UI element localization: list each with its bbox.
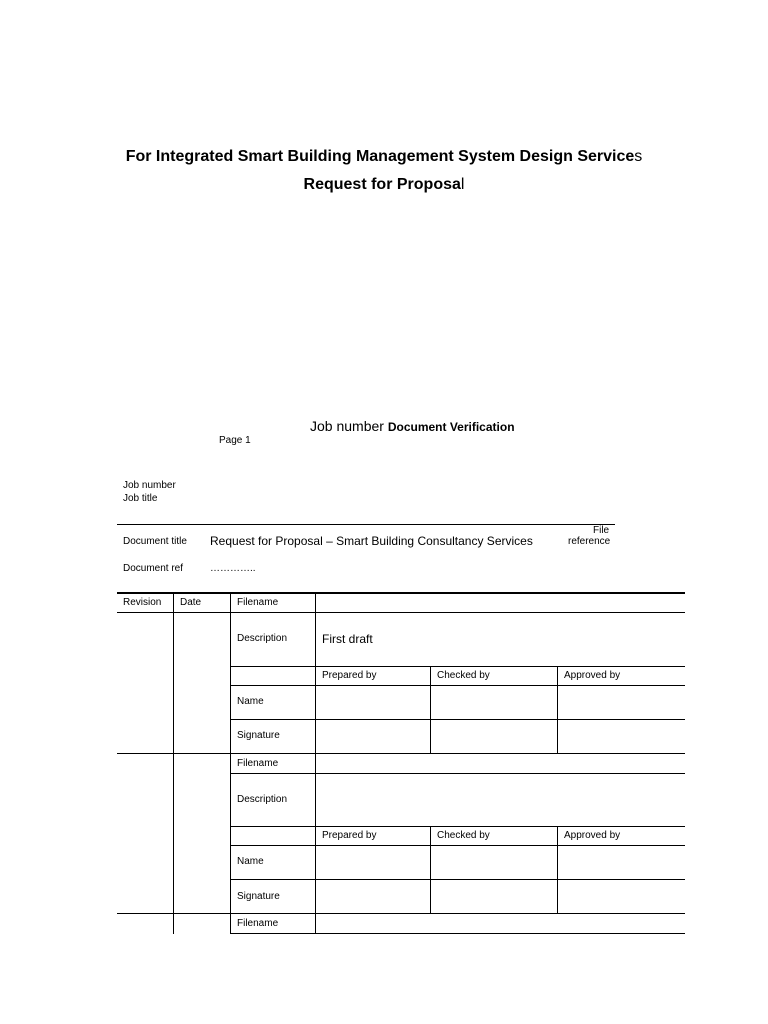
rev2-prepared-by-header: Prepared by bbox=[322, 830, 377, 841]
document-subtitle bbox=[0, 176, 768, 194]
label-column-divider bbox=[230, 592, 231, 934]
rev2-approved-divider bbox=[557, 826, 558, 913]
file-reference-label-line1: File bbox=[593, 525, 610, 536]
rev1-checked-divider bbox=[430, 666, 431, 753]
rev2-description-rule bbox=[230, 826, 685, 827]
document-ref-label: Document ref bbox=[123, 563, 184, 574]
document-ref-value: ………….. bbox=[210, 563, 256, 574]
job-number-label: Job number bbox=[123, 480, 176, 491]
rev2-bottom-rule bbox=[117, 913, 685, 914]
file-reference-label-line2: reference bbox=[568, 536, 611, 547]
rev2-checked-divider bbox=[430, 826, 431, 913]
value-column-divider bbox=[315, 592, 316, 934]
rev2-signoff-header-rule bbox=[230, 845, 685, 846]
rev2-description-label: Description bbox=[237, 794, 288, 805]
document-main-title bbox=[0, 148, 768, 166]
rev1-prepared-by-header: Prepared by bbox=[322, 670, 377, 681]
rev3-filename-rule bbox=[230, 933, 685, 934]
rev2-approved-by-header: Approved by bbox=[564, 830, 621, 841]
rev1-name-rule bbox=[230, 719, 685, 720]
header-row-rule bbox=[117, 612, 685, 613]
doc-title-top-rule bbox=[117, 524, 615, 525]
rev2-name-rule bbox=[230, 879, 685, 880]
date-column-divider bbox=[173, 592, 174, 934]
document-title-label: Document title bbox=[123, 536, 187, 547]
rev2-name-label: Name bbox=[237, 856, 264, 867]
rev1-name-label: Name bbox=[237, 696, 264, 707]
table-top-rule bbox=[117, 592, 685, 594]
verification-job-number-label: Job number bbox=[310, 418, 384, 434]
job-title-label: Job title bbox=[123, 493, 158, 504]
rev1-description-rule bbox=[230, 666, 685, 667]
page-number: Page 1 bbox=[219, 435, 251, 446]
title-line1-main: For Integrated Smart Building Management System Design Service bbox=[125, 148, 635, 165]
rev2-checked-by-header: Checked by bbox=[437, 830, 490, 841]
rev1-filename-label: Filename bbox=[237, 597, 279, 608]
rev1-checked-by-header: Checked by bbox=[437, 670, 490, 681]
revision-column-header: Revision bbox=[123, 597, 162, 608]
title-line1-tail: s bbox=[634, 148, 643, 165]
rev1-description-label: Description bbox=[237, 633, 288, 644]
verification-title: Document Verification bbox=[387, 420, 515, 434]
rev3-filename-label: Filename bbox=[237, 918, 279, 929]
rev1-signoff-header-rule bbox=[230, 685, 685, 686]
title-line2-tail: l bbox=[460, 176, 465, 193]
rev2-signature-label: Signature bbox=[237, 891, 280, 902]
rev1-approved-divider bbox=[557, 666, 558, 753]
verification-heading bbox=[310, 418, 515, 434]
document-title-value: Request for Proposal – Smart Building Consultancy Services bbox=[210, 534, 533, 548]
date-column-header: Date bbox=[180, 597, 202, 608]
rev2-filename-label: Filename bbox=[237, 758, 279, 769]
rev1-approved-by-header: Approved by bbox=[564, 670, 621, 681]
rev1-bottom-rule bbox=[117, 753, 685, 754]
rev2-filename-rule bbox=[230, 773, 685, 774]
rev1-signature-label: Signature bbox=[237, 730, 280, 741]
title-line2-main: Request for Proposa bbox=[303, 176, 461, 193]
rev1-description-value: First draft bbox=[322, 632, 373, 646]
